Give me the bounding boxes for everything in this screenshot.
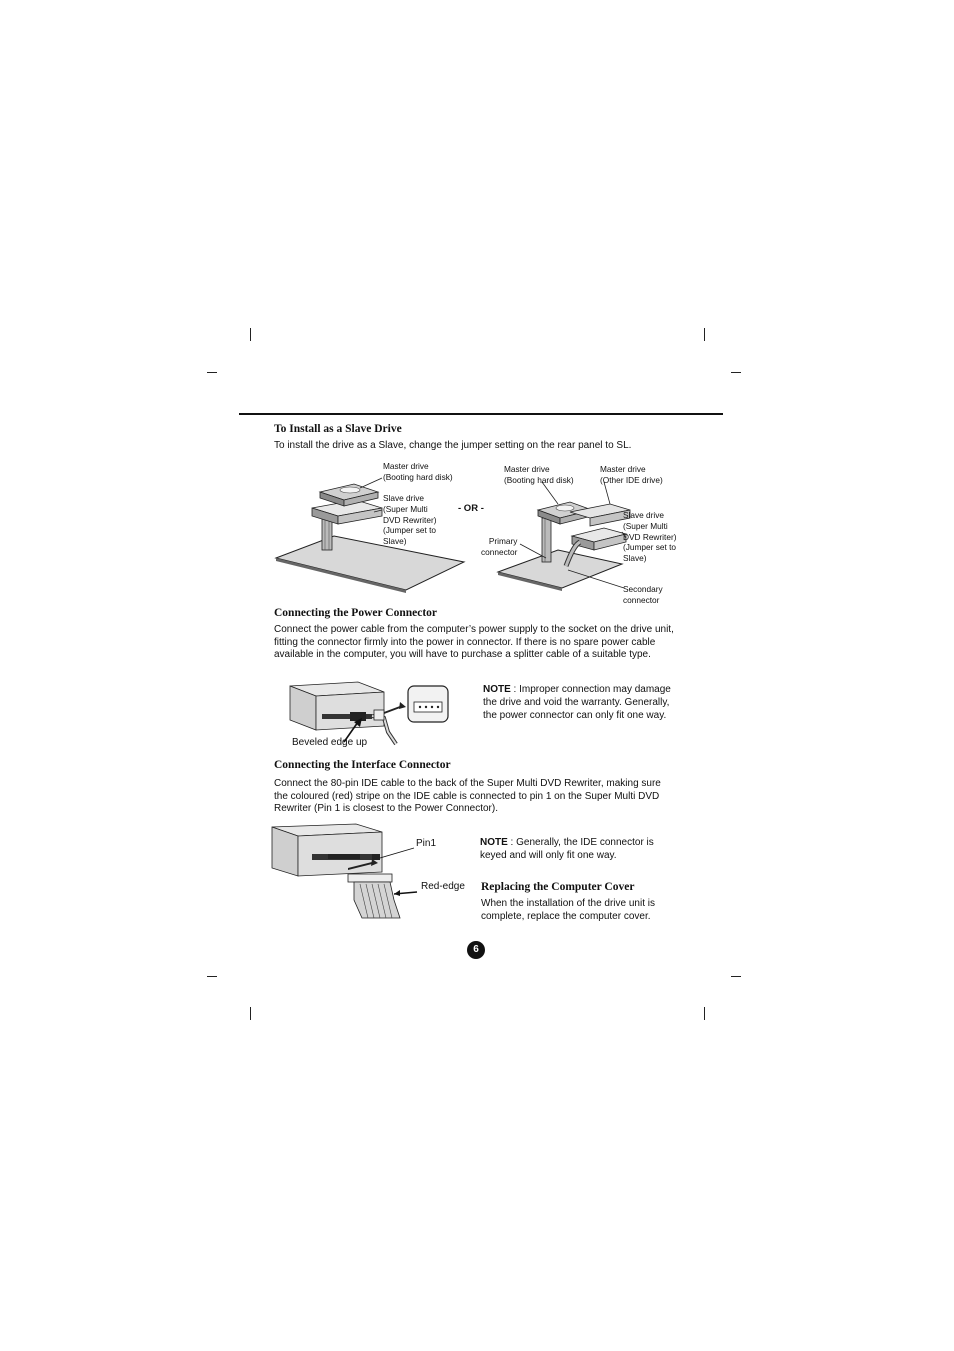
right-master-other-label: Master drive (Other IDE drive) [600,464,663,485]
note-text: : Improper connection may damage the drive and void the warranty. Generally, the power connector can only fit one way. [483,684,671,721]
crop-mark [731,976,741,977]
red-edge-label: Red-edge [421,881,465,892]
crop-mark [250,1007,251,1020]
interface-connector-text: Connect the 80-pin IDE cable to the back of the Super Multi DVD Rewriter, making sure the coloured (red) stripe on the IDE cable is connected to pin 1 on the Super Multi DVD Rewriter (Pin 1 is closest to the Power Connector). [274,778,661,815]
primary-connector-label: Primary connector [481,536,518,557]
right-slave-drive-label: Slave drive (Super Multi DVD Rewriter) (Jumper set to Slave) [623,510,677,564]
interface-connector-heading: Connecting the Interface Connector [274,759,451,771]
crop-mark [704,328,705,341]
crop-mark [207,976,217,977]
or-separator: - OR - [458,503,484,514]
header-rule [239,413,723,415]
interface-note [480,837,680,863]
pin1-label: Pin1 [416,838,437,849]
slave-drive-heading: To Install as a Slave Drive [274,423,402,435]
note-label: NOTE [483,684,511,695]
crop-mark [704,1007,705,1020]
power-connector-text: Connect the power cable from the computer’s power supply to the socket on the drive unit, fitting the connector firmly into the power in connector. If there is no spare power cable available in the computer, you will have to purchase a splitter cable of a suitable type. [274,624,674,661]
note-text: : Generally, the IDE connector is keyed and will only fit one way. [480,837,654,861]
power-note [483,684,683,723]
crop-mark [731,372,741,373]
crop-mark [250,328,251,341]
slave-drive-text: To install the drive as a Slave, change the jumper setting on the rear panel to SL. [274,440,632,451]
secondary-connector-label: Secondary connector [623,584,663,605]
beveled-edge-label: Beveled edge up [292,737,368,748]
crop-mark [207,372,217,373]
power-connector-heading: Connecting the Power Connector [274,607,437,619]
interface-connector-illustration [272,824,472,924]
note-label: NOTE [480,837,508,848]
left-master-drive-label: Master drive (Booting hard disk) [383,461,453,482]
right-master-boot-label: Master drive (Booting hard disk) [504,464,574,485]
page-number: 6 [467,941,485,959]
left-slave-drive-label: Slave drive (Super Multi DVD Rewriter) (Jumper set to Slave) [383,493,437,547]
replacing-cover-heading: Replacing the Computer Cover [481,881,635,893]
replacing-cover-text: When the installation of the drive unit is complete, replace the computer cover. [481,898,655,922]
